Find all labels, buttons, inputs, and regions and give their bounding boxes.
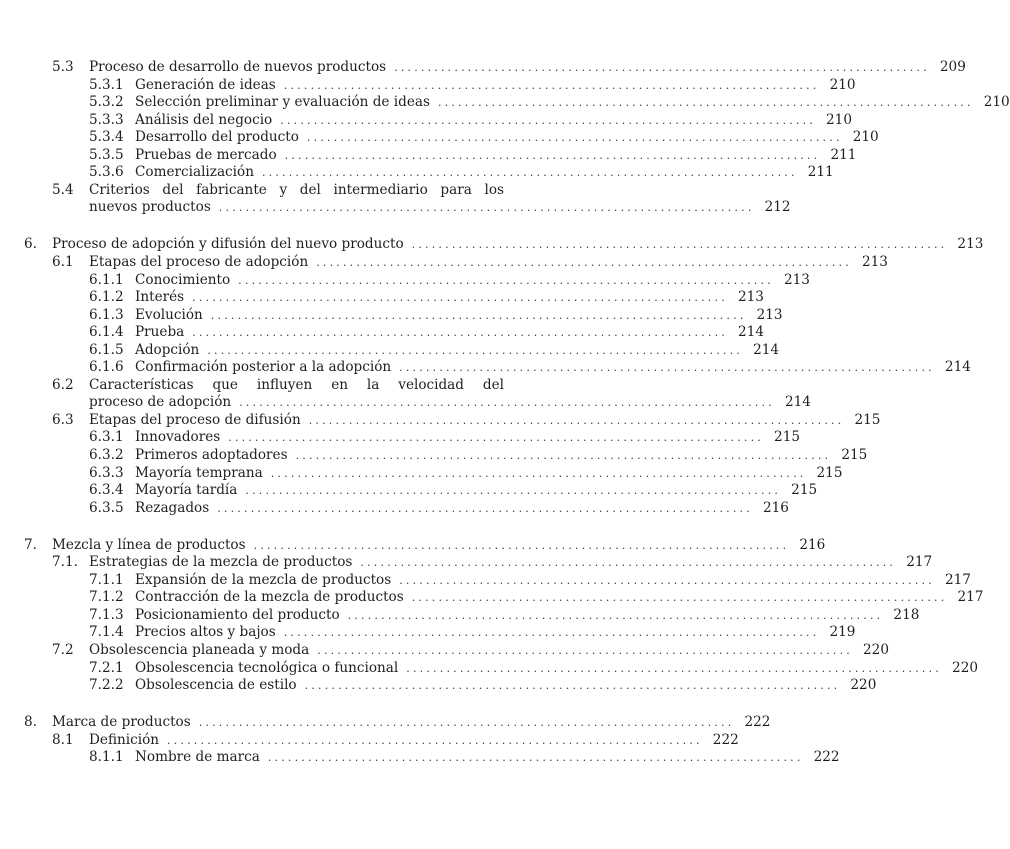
entry-number: 6.3.3 — [89, 464, 124, 481]
page-number: 220 — [850, 677, 877, 694]
entry-number: 6.3.5 — [89, 499, 124, 516]
dot-leader: ................................................................................ — [253, 538, 790, 552]
toc-entry[interactable] — [0, 182, 600, 200]
entry-title: Proceso de adopción y difusión del nuevo producto — [52, 236, 404, 253]
toc-entry[interactable] — [0, 571, 971, 590]
entry-title: Análisis del negocio — [135, 111, 273, 128]
toc-entry[interactable] — [0, 554, 933, 572]
toc-entry[interactable] — [0, 94, 1010, 112]
page-number: 210 — [826, 111, 852, 128]
toc-entry[interactable] — [0, 411, 881, 430]
entry-body — [52, 536, 826, 555]
dot-leader: ................................................................................ — [210, 308, 747, 322]
entry-body — [135, 324, 764, 342]
entry-body — [89, 199, 791, 217]
entry-title: Mayoría tardía — [135, 482, 238, 499]
entry-body — [135, 111, 852, 130]
entry-number: 6.1.2 — [89, 289, 124, 306]
entry-number: 7.1.1 — [89, 571, 124, 588]
entry-number: 7.1.2 — [89, 589, 124, 606]
entry-body — [135, 606, 920, 625]
entry-number: 8.1.1 — [89, 749, 124, 766]
page-number: 213 — [737, 289, 764, 306]
toc-entry[interactable] — [0, 76, 856, 95]
entry-body — [135, 146, 857, 165]
dot-leader: ................................................................................ — [198, 716, 735, 730]
toc-chapter-group — [0, 59, 1010, 217]
page-number: 211 — [807, 164, 834, 181]
page-number: 218 — [893, 606, 920, 623]
page-number: 213 — [783, 271, 810, 288]
page-number: 222 — [744, 714, 771, 731]
dot-leader: ................................................................................ — [239, 396, 775, 410]
page-number: 219 — [829, 624, 856, 641]
page-number: 214 — [944, 359, 971, 376]
dot-leader: ................................................................................ — [317, 643, 853, 657]
entry-title: Confirmación posterior a la adopción — [135, 359, 392, 376]
page-number: 214 — [738, 324, 764, 341]
dot-leader: ................................................................................ — [295, 448, 832, 462]
entry-title: Obsolescencia tecnológica o funcional — [135, 659, 399, 676]
dot-leader: ................................................................................ — [304, 679, 841, 693]
toc-entry[interactable] — [0, 714, 771, 732]
entry-title: Precios altos y bajos — [135, 624, 276, 641]
dot-leader: ................................................................................ — [360, 556, 897, 570]
page-number: 210 — [983, 94, 1010, 111]
entry-body — [89, 731, 739, 750]
entry-title: Innovadores — [135, 429, 221, 446]
entry-body — [89, 411, 881, 430]
entry-body — [89, 641, 889, 660]
dot-leader: ................................................................................ — [192, 326, 728, 340]
entry-body — [135, 589, 984, 607]
entry-title: Proceso de desarrollo de nuevos productos — [89, 59, 387, 75]
entry-number: 7.2.2 — [89, 677, 124, 694]
page-number: 210 — [829, 76, 856, 93]
toc-entry[interactable] — [0, 324, 764, 342]
dot-leader: ................................................................................ — [347, 608, 884, 622]
toc-entry[interactable] — [0, 659, 978, 678]
entry-number: 8.1 — [52, 731, 74, 748]
entry-body — [89, 253, 888, 272]
entry-number: 5.3.1 — [89, 76, 124, 93]
entry-number: 6.1.5 — [89, 341, 124, 358]
entry-title-continued: nuevos productos — [89, 199, 211, 216]
page-number: 211 — [830, 146, 857, 163]
entry-body — [135, 94, 1010, 112]
dot-leader: ................................................................................ — [399, 573, 935, 587]
dot-leader: ................................................................................ — [218, 201, 755, 215]
entry-title: Marca de productos — [52, 714, 191, 731]
entry-number: 7.1. — [52, 554, 78, 571]
entry-body — [135, 129, 879, 147]
table-of-contents — [0, 59, 1010, 767]
entry-title: Características que influyen en la velocidad del — [89, 376, 504, 393]
entry-title: Posicionamiento del producto — [135, 606, 340, 623]
entry-title: Estrategias de la mezcla de productos — [89, 554, 353, 571]
dot-leader: ................................................................................ — [167, 733, 703, 747]
page-number: 213 — [861, 253, 888, 270]
entry-title: Criterios del fabricante y del intermediario para los — [89, 181, 504, 198]
entry-title: Comercialización — [135, 164, 254, 181]
entry-number: 5.3.6 — [89, 164, 124, 181]
entry-body — [135, 677, 877, 695]
entry-number: 7.1.4 — [89, 624, 124, 641]
entry-body — [135, 271, 810, 290]
entry-number: 6.1.4 — [89, 324, 124, 341]
entry-body — [135, 306, 783, 325]
toc-entry[interactable] — [0, 606, 920, 625]
toc-entry[interactable] — [0, 499, 789, 518]
dot-leader: ................................................................................ — [207, 343, 744, 357]
entry-title: Conocimiento — [135, 271, 231, 288]
toc-entry[interactable] — [0, 111, 852, 130]
toc-entry[interactable] — [0, 236, 984, 254]
toc-entry[interactable] — [0, 482, 818, 500]
toc-entry[interactable] — [0, 429, 800, 447]
entry-number: 5.3 — [52, 59, 74, 75]
dot-leader: ................................................................................ — [283, 78, 820, 92]
entry-number: 6.3.2 — [89, 446, 124, 463]
dot-leader: ................................................................................ — [192, 291, 728, 305]
toc-entry[interactable] — [0, 377, 600, 395]
entry-number: 7. — [24, 536, 37, 553]
toc-entry[interactable] — [0, 749, 840, 767]
page-number: 222 — [813, 749, 840, 766]
dot-leader: ................................................................................ — [280, 113, 816, 127]
entry-number: 6.1.3 — [89, 306, 124, 323]
dot-leader: ................................................................................ — [406, 661, 942, 675]
entry-title: Mayoría temprana — [135, 464, 263, 481]
page-number: 215 — [791, 482, 818, 499]
entry-number: 6.1.6 — [89, 359, 124, 376]
toc-entry[interactable] — [0, 446, 868, 465]
entry-number: 7.2.1 — [89, 659, 124, 676]
entry-body — [135, 464, 843, 483]
entry-title: Definición — [89, 731, 160, 748]
entry-number: 6.2 — [52, 376, 74, 393]
entry-body — [89, 377, 540, 395]
entry-title: Nombre de marca — [135, 749, 260, 766]
entry-title: Interés — [135, 289, 185, 306]
page-number: 213 — [756, 306, 783, 323]
entry-body — [135, 499, 789, 518]
toc-entry[interactable] — [0, 59, 966, 77]
page-number: 220 — [863, 641, 889, 658]
entry-number: 7.2 — [52, 641, 74, 658]
entry-body — [135, 659, 978, 678]
entry-title-continued: proceso de adopción — [89, 394, 232, 411]
page-number: 222 — [712, 731, 739, 748]
dot-leader: ................................................................................ — [261, 166, 798, 180]
toc-entry[interactable] — [0, 129, 879, 147]
entry-body — [135, 446, 868, 465]
entry-body — [135, 624, 856, 642]
entry-title: Desarrollo del producto — [135, 129, 299, 146]
dot-leader: ................................................................................ — [245, 484, 782, 498]
entry-title: Expansión de la mezcla de productos — [135, 571, 392, 588]
dot-leader: ................................................................................ — [411, 238, 948, 252]
dot-leader: ................................................................................ — [284, 148, 821, 162]
toc-entry[interactable] — [0, 253, 888, 272]
entry-body — [89, 59, 966, 77]
toc-entry[interactable] — [0, 289, 764, 307]
entry-body — [135, 571, 971, 590]
page-number: 212 — [764, 199, 791, 216]
dot-leader: ................................................................................ — [267, 751, 804, 765]
toc-entry[interactable] — [0, 677, 877, 695]
dot-leader: ................................................................................ — [394, 61, 930, 74]
entry-body — [135, 429, 800, 447]
page-number: 216 — [763, 499, 789, 516]
entry-title: Etapas del proceso de difusión — [89, 411, 301, 428]
entry-number: 6.1.1 — [89, 271, 124, 288]
entry-number: 5.3.3 — [89, 111, 124, 128]
dot-leader: ................................................................................ — [399, 361, 935, 375]
dot-leader: ................................................................................ — [306, 131, 843, 145]
page-number: 215 — [774, 429, 800, 446]
entry-number: 6.1 — [52, 253, 74, 270]
toc-entry[interactable] — [0, 359, 971, 377]
page-number: 210 — [852, 129, 879, 146]
entry-number: 5.4 — [52, 181, 74, 198]
toc-entry[interactable] — [0, 271, 810, 290]
entry-title: Generación de ideas — [135, 76, 276, 93]
entry-number: 5.3.5 — [89, 146, 124, 163]
entry-number: 6. — [24, 236, 37, 253]
entry-body — [52, 714, 771, 732]
toc-entry[interactable] — [0, 464, 843, 483]
entry-title: Obsolescencia planeada y moda — [89, 641, 310, 658]
entry-body — [135, 76, 856, 95]
entry-number: 6.3 — [52, 411, 74, 428]
toc-entry-continuation[interactable] — [0, 199, 791, 217]
page-number: 215 — [816, 464, 843, 481]
toc-entry[interactable] — [0, 641, 889, 660]
toc-chapter-group — [0, 236, 984, 517]
page-number: 217 — [957, 589, 984, 606]
page-number: 217 — [945, 571, 971, 588]
entry-title: Etapas del proceso de adopción — [89, 253, 309, 270]
entry-body — [135, 289, 764, 307]
toc-chapter-group — [0, 536, 984, 695]
page-number: 214 — [784, 394, 811, 411]
entry-body — [135, 359, 971, 377]
toc-entry[interactable] — [0, 164, 834, 182]
dot-leader: ................................................................................ — [308, 413, 845, 427]
toc-entry[interactable] — [0, 306, 783, 325]
toc-entry[interactable] — [0, 341, 780, 360]
page-number: 214 — [753, 341, 780, 358]
page-number: 209 — [939, 59, 966, 75]
page-number: 215 — [854, 411, 881, 428]
entry-title: Selección preliminar y evaluación de ideas — [135, 94, 430, 111]
page-number: 216 — [799, 536, 826, 553]
entry-title: Primeros adoptadores — [135, 446, 288, 463]
entry-title: Prueba — [135, 324, 185, 341]
entry-body — [89, 182, 540, 200]
entry-body — [135, 341, 780, 360]
entry-title: Obsolescencia de estilo — [135, 677, 297, 694]
dot-leader: ................................................................................ — [228, 431, 764, 445]
dot-leader: ................................................................................ — [437, 96, 974, 110]
toc-entry[interactable] — [0, 731, 739, 750]
entry-number: 8. — [24, 714, 37, 731]
entry-body — [89, 554, 933, 572]
entry-title: Mezcla y línea de productos — [52, 536, 246, 553]
entry-body — [135, 749, 840, 767]
entry-body — [52, 236, 984, 254]
entry-title: Adopción — [135, 341, 200, 358]
dot-leader: ................................................................................ — [270, 466, 807, 480]
toc-entry[interactable] — [0, 589, 984, 607]
dot-leader: ................................................................................ — [411, 591, 948, 605]
entry-number: 6.3.4 — [89, 482, 124, 499]
entry-title: Rezagados — [135, 499, 210, 516]
toc-entry[interactable] — [0, 146, 857, 165]
entry-body — [89, 394, 811, 412]
page-number: 220 — [952, 659, 978, 676]
page-number: 215 — [841, 446, 868, 463]
toc-entry[interactable] — [0, 536, 826, 555]
entry-body — [135, 164, 834, 182]
dot-leader: ................................................................................ — [217, 501, 753, 515]
entry-title: Pruebas de mercado — [135, 146, 277, 163]
entry-number: 6.3.1 — [89, 429, 124, 446]
entry-number: 5.3.2 — [89, 94, 124, 111]
page-number: 217 — [906, 554, 933, 571]
dot-leader: ................................................................................ — [238, 273, 774, 287]
entry-number: 7.1.3 — [89, 606, 124, 623]
toc-entry[interactable] — [0, 624, 856, 642]
toc-chapter-group — [0, 714, 840, 767]
page-number: 213 — [957, 236, 984, 253]
entry-body — [135, 482, 818, 500]
dot-leader: ................................................................................ — [316, 255, 852, 269]
toc-entry-continuation[interactable] — [0, 394, 811, 412]
dot-leader: ................................................................................ — [283, 626, 820, 640]
entry-title: Contracción de la mezcla de productos — [135, 589, 404, 606]
entry-title: Evolución — [135, 306, 203, 323]
entry-number: 5.3.4 — [89, 129, 124, 146]
